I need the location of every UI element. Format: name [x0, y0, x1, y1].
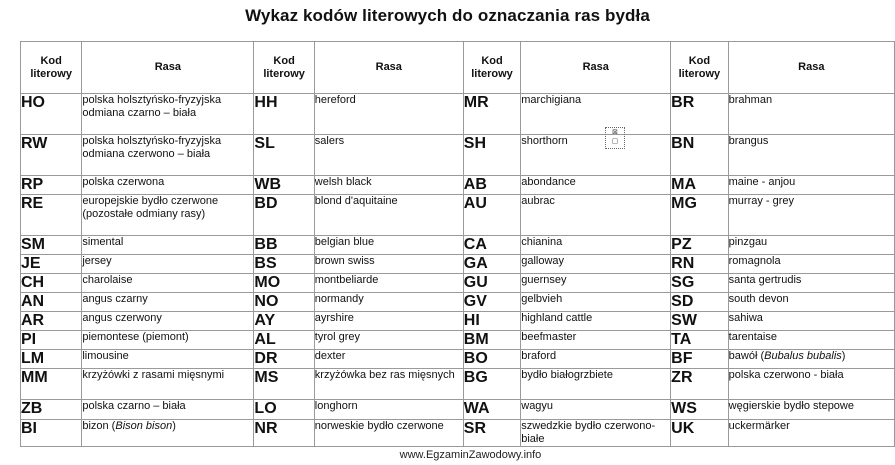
breed-name: gelbvieh — [521, 293, 671, 312]
breed-name: santa gertrudis — [728, 274, 894, 293]
breed-name: ayrshire — [314, 312, 463, 331]
breed-code: BI — [21, 420, 82, 447]
breed-code: HH — [254, 94, 314, 135]
breed-code: CH — [21, 274, 82, 293]
breed-code: GA — [463, 255, 520, 274]
header-code: Kod literowy — [21, 42, 82, 94]
breed-name: chianina — [521, 236, 671, 255]
table-row — [21, 135, 895, 176]
page-title: Wykaz kodów literowych do oznaczania ras bydła — [245, 6, 650, 25]
breed-name: aubrac — [521, 195, 671, 236]
table-row — [21, 176, 895, 195]
breed-name: bawół (Bubalus bubalis) — [728, 350, 894, 369]
breed-name: dexter — [314, 350, 463, 369]
breed-code: BN — [671, 135, 728, 176]
breed-name: europejskie bydło czerwone (pozostałe odmiany rasy) — [82, 195, 254, 236]
breed-name: south devon — [728, 293, 894, 312]
header-breed: Rasa — [728, 42, 894, 94]
breed-name: polska czerwona — [82, 176, 254, 195]
breed-name: galloway — [521, 255, 671, 274]
header-breed: Rasa — [521, 42, 671, 94]
breed-code: UK — [671, 420, 728, 447]
image-placeholder-icon: ⊠ ▢ — [605, 127, 625, 149]
breed-code: BB — [254, 236, 314, 255]
table-row — [21, 255, 895, 274]
breed-code: SD — [671, 293, 728, 312]
breed-code: MR — [463, 94, 520, 135]
table-row — [21, 274, 895, 293]
breed-code: TA — [671, 331, 728, 350]
breed-code: JE — [21, 255, 82, 274]
breed-code: MS — [254, 369, 314, 400]
table-row — [21, 350, 895, 369]
breed-name: pinzgau — [728, 236, 894, 255]
table-row — [21, 420, 895, 447]
breed-code: AL — [254, 331, 314, 350]
breed-code: NO — [254, 293, 314, 312]
breed-code: AY — [254, 312, 314, 331]
breed-code: AB — [463, 176, 520, 195]
breed-name: polska czarno – biała — [82, 400, 254, 420]
breed-code: WB — [254, 176, 314, 195]
table-row — [21, 94, 895, 135]
breed-name: angus czerwony — [82, 312, 254, 331]
breed-code: BR — [671, 94, 728, 135]
breed-code: MM — [21, 369, 82, 400]
breed-code: BD — [254, 195, 314, 236]
breed-code: WA — [463, 400, 520, 420]
breed-code: BS — [254, 255, 314, 274]
breed-name: węgierskie bydło stepowe — [728, 400, 894, 420]
breed-code: WS — [671, 400, 728, 420]
breed-name: guernsey — [521, 274, 671, 293]
header-breed: Rasa — [82, 42, 254, 94]
breed-name: charolaise — [82, 274, 254, 293]
breed-name: angus czarny — [82, 293, 254, 312]
table-row — [21, 312, 895, 331]
breed-code: CA — [463, 236, 520, 255]
breed-name: murray - grey — [728, 195, 894, 236]
breed-code: SG — [671, 274, 728, 293]
breed-name: salers — [314, 135, 463, 176]
breed-name: brown swiss — [314, 255, 463, 274]
breed-code: RE — [21, 195, 82, 236]
breed-code: RP — [21, 176, 82, 195]
breed-code: BO — [463, 350, 520, 369]
breed-code: SR — [463, 420, 520, 447]
breed-code: RN — [671, 255, 728, 274]
breed-name: belgian blue — [314, 236, 463, 255]
breed-code: AU — [463, 195, 520, 236]
breed-name: norweskie bydło czerwone — [314, 420, 463, 447]
breed-name: brangus — [728, 135, 894, 176]
breed-code: DR — [254, 350, 314, 369]
breed-code: RW — [21, 135, 82, 176]
breed-name: bydło białogrzbiete — [521, 369, 671, 400]
breed-name: beefmaster — [521, 331, 671, 350]
breed-name: szwedzkie bydło czerwono-białe — [521, 420, 671, 447]
breed-name: maine - anjou — [728, 176, 894, 195]
breed-code: PZ — [671, 236, 728, 255]
breed-name: hereford — [314, 94, 463, 135]
breed-code: ZB — [21, 400, 82, 420]
breed-code: BG — [463, 369, 520, 400]
breed-name: brahman — [728, 94, 894, 135]
breed-code: GV — [463, 293, 520, 312]
breed-name: highland cattle — [521, 312, 671, 331]
breed-code: BM — [463, 331, 520, 350]
table-row — [21, 293, 895, 312]
breed-code: NR — [254, 420, 314, 447]
breed-name: krzyżówka bez ras mięsnych — [314, 369, 463, 400]
breed-code: SW — [671, 312, 728, 331]
table-row — [21, 236, 895, 255]
breed-name: wagyu — [521, 400, 671, 420]
table-row — [21, 400, 895, 420]
breed-name: longhorn — [314, 400, 463, 420]
breed-code: HO — [21, 94, 82, 135]
breed-name: uckermärker — [728, 420, 894, 447]
breed-name: limousine — [82, 350, 254, 369]
breed-name: blond d'aquitaine — [314, 195, 463, 236]
breed-code: AN — [21, 293, 82, 312]
breed-code: SM — [21, 236, 82, 255]
breed-code: LM — [21, 350, 82, 369]
breed-name: polska holsztyńsko-fryzyjska odmiana czerwono – biała — [82, 135, 254, 176]
breed-name: tarentaise — [728, 331, 894, 350]
breed-name: abondance — [521, 176, 671, 195]
breed-name: shorthorn — [521, 135, 671, 176]
breed-name: polska holsztyńsko-fryzyjska odmiana czarno – biała — [82, 94, 254, 135]
table-body — [21, 94, 895, 447]
breed-name: polska czerwono - biała — [728, 369, 894, 400]
breed-code: GU — [463, 274, 520, 293]
breed-name: tyrol grey — [314, 331, 463, 350]
breed-code: SH — [463, 135, 520, 176]
breed-name: simental — [82, 236, 254, 255]
table-row — [21, 195, 895, 236]
breed-name: krzyżówki z rasami mięsnymi — [82, 369, 254, 400]
breed-code: LO — [254, 400, 314, 420]
breed-name: marchigiana — [521, 94, 671, 135]
header-breed: Rasa — [314, 42, 463, 94]
breed-name: romagnola — [728, 255, 894, 274]
breed-code: SL — [254, 135, 314, 176]
header-code: Kod literowy — [254, 42, 314, 94]
breed-name: montbeliarde — [314, 274, 463, 293]
footer-url: www.EgzaminZawodowy.info — [399, 449, 542, 461]
breed-code: PI — [21, 331, 82, 350]
header-code: Kod literowy — [671, 42, 728, 94]
breed-name: bizon (Bison bison) — [82, 420, 254, 447]
header-code: Kod literowy — [463, 42, 520, 94]
breed-name: jersey — [82, 255, 254, 274]
breed-name: piemontese (piemont) — [82, 331, 254, 350]
breed-name: sahiwa — [728, 312, 894, 331]
breed-code: HI — [463, 312, 520, 331]
header-row — [21, 42, 895, 94]
breed-name: welsh black — [314, 176, 463, 195]
breed-code: BF — [671, 350, 728, 369]
breed-code: ZR — [671, 369, 728, 400]
breed-code: MA — [671, 176, 728, 195]
breed-name: normandy — [314, 293, 463, 312]
breed-code: MG — [671, 195, 728, 236]
breed-name: braford — [521, 350, 671, 369]
breed-code: MO — [254, 274, 314, 293]
table-row — [21, 369, 895, 400]
table-row — [21, 331, 895, 350]
breed-codes-table — [20, 41, 895, 447]
breed-code: AR — [21, 312, 82, 331]
